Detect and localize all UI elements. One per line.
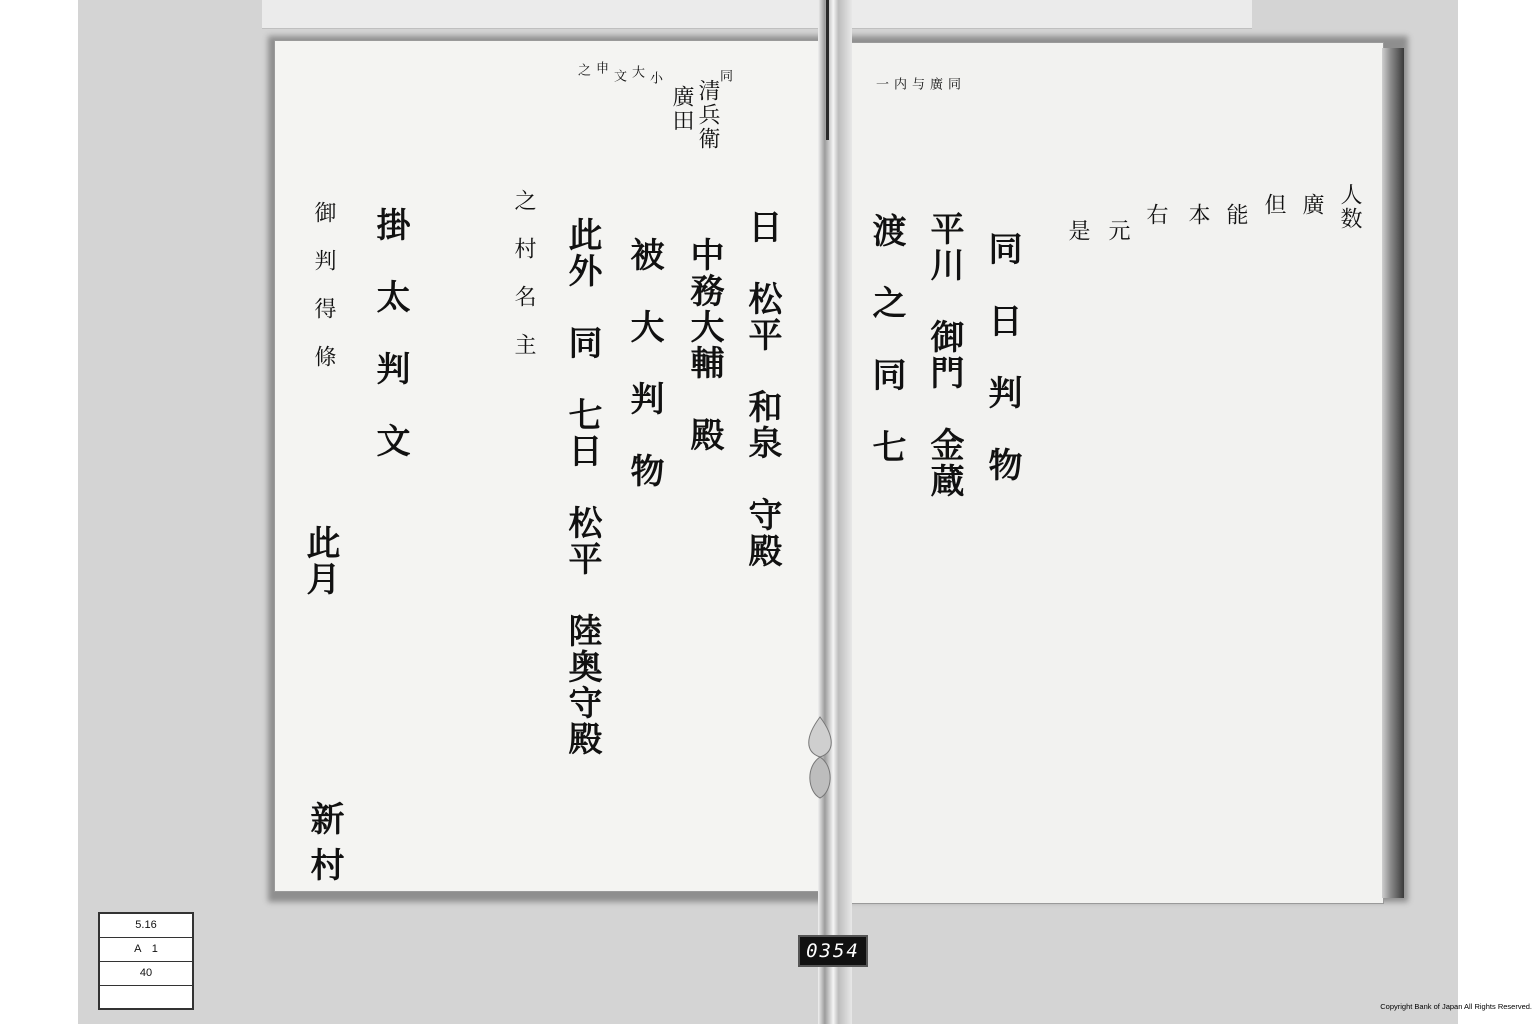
text-column-footer: 此月 (300, 525, 340, 597)
text-column: 渡 之 同 七 (866, 213, 906, 465)
note-col: 清兵衛 (695, 79, 720, 151)
spine-line (826, 0, 829, 140)
text-column-footer: 新 (304, 801, 344, 837)
note-col: 与 (909, 77, 924, 92)
text-column: 日 松平 和泉 守殿 (742, 209, 782, 569)
right-page (842, 42, 1384, 904)
stamp-line: 40 (100, 962, 192, 986)
text-column: 元 (1105, 219, 1130, 243)
book-spine (818, 0, 852, 1024)
copyright-notice: Copyright Bank of Japan All Rights Reserved. (1380, 1002, 1532, 1011)
text-column: 右 (1143, 203, 1168, 227)
binding-clip-icon (800, 712, 840, 802)
stamp-line: 5.16 (100, 914, 192, 938)
note-col: 同 (717, 69, 732, 84)
note-col: 之 (575, 63, 590, 78)
text-column-footer: 村 (304, 847, 344, 883)
note-col: 同 (945, 77, 960, 92)
text-column: 但 (1261, 193, 1286, 217)
text-column: 是 (1065, 219, 1090, 243)
note-col: 廣田 (669, 85, 694, 133)
text-column: 之 村 名 主 (511, 189, 536, 357)
text-column: 御 判 得 條 (311, 201, 336, 369)
note-col: 申 (593, 61, 608, 76)
text-column: 平川 御門 金蔵 (924, 211, 964, 499)
frame-number: 0354 (798, 935, 868, 967)
text-column: 本 (1185, 203, 1210, 227)
stamp-line (100, 986, 192, 1009)
text-column: 被 大 判 物 (624, 237, 664, 489)
top-strip (262, 0, 1252, 29)
note-col: 小 (647, 71, 662, 86)
text-column: 能 (1223, 203, 1248, 227)
text-column: 同 日 判 物 (982, 231, 1022, 483)
text-column: 人数 (1337, 183, 1362, 231)
text-column: 此外 同 七日 松平 陸奥守殿 (562, 217, 602, 757)
text-column: 中務大輔 殿 (684, 237, 724, 453)
left-page (274, 40, 832, 892)
note-col: 一 (873, 77, 888, 92)
note-col: 文 (611, 69, 626, 84)
stamp-line: A 1 (100, 938, 192, 962)
page-edge (1382, 48, 1404, 898)
archive-label-stamp (98, 912, 194, 1010)
note-col: 大 (629, 65, 644, 80)
text-column: 廣 (1299, 193, 1324, 217)
note-col: 廣 (927, 77, 942, 92)
note-col: 内 (891, 77, 906, 92)
text-column: 掛 太 判 文 (370, 207, 410, 459)
